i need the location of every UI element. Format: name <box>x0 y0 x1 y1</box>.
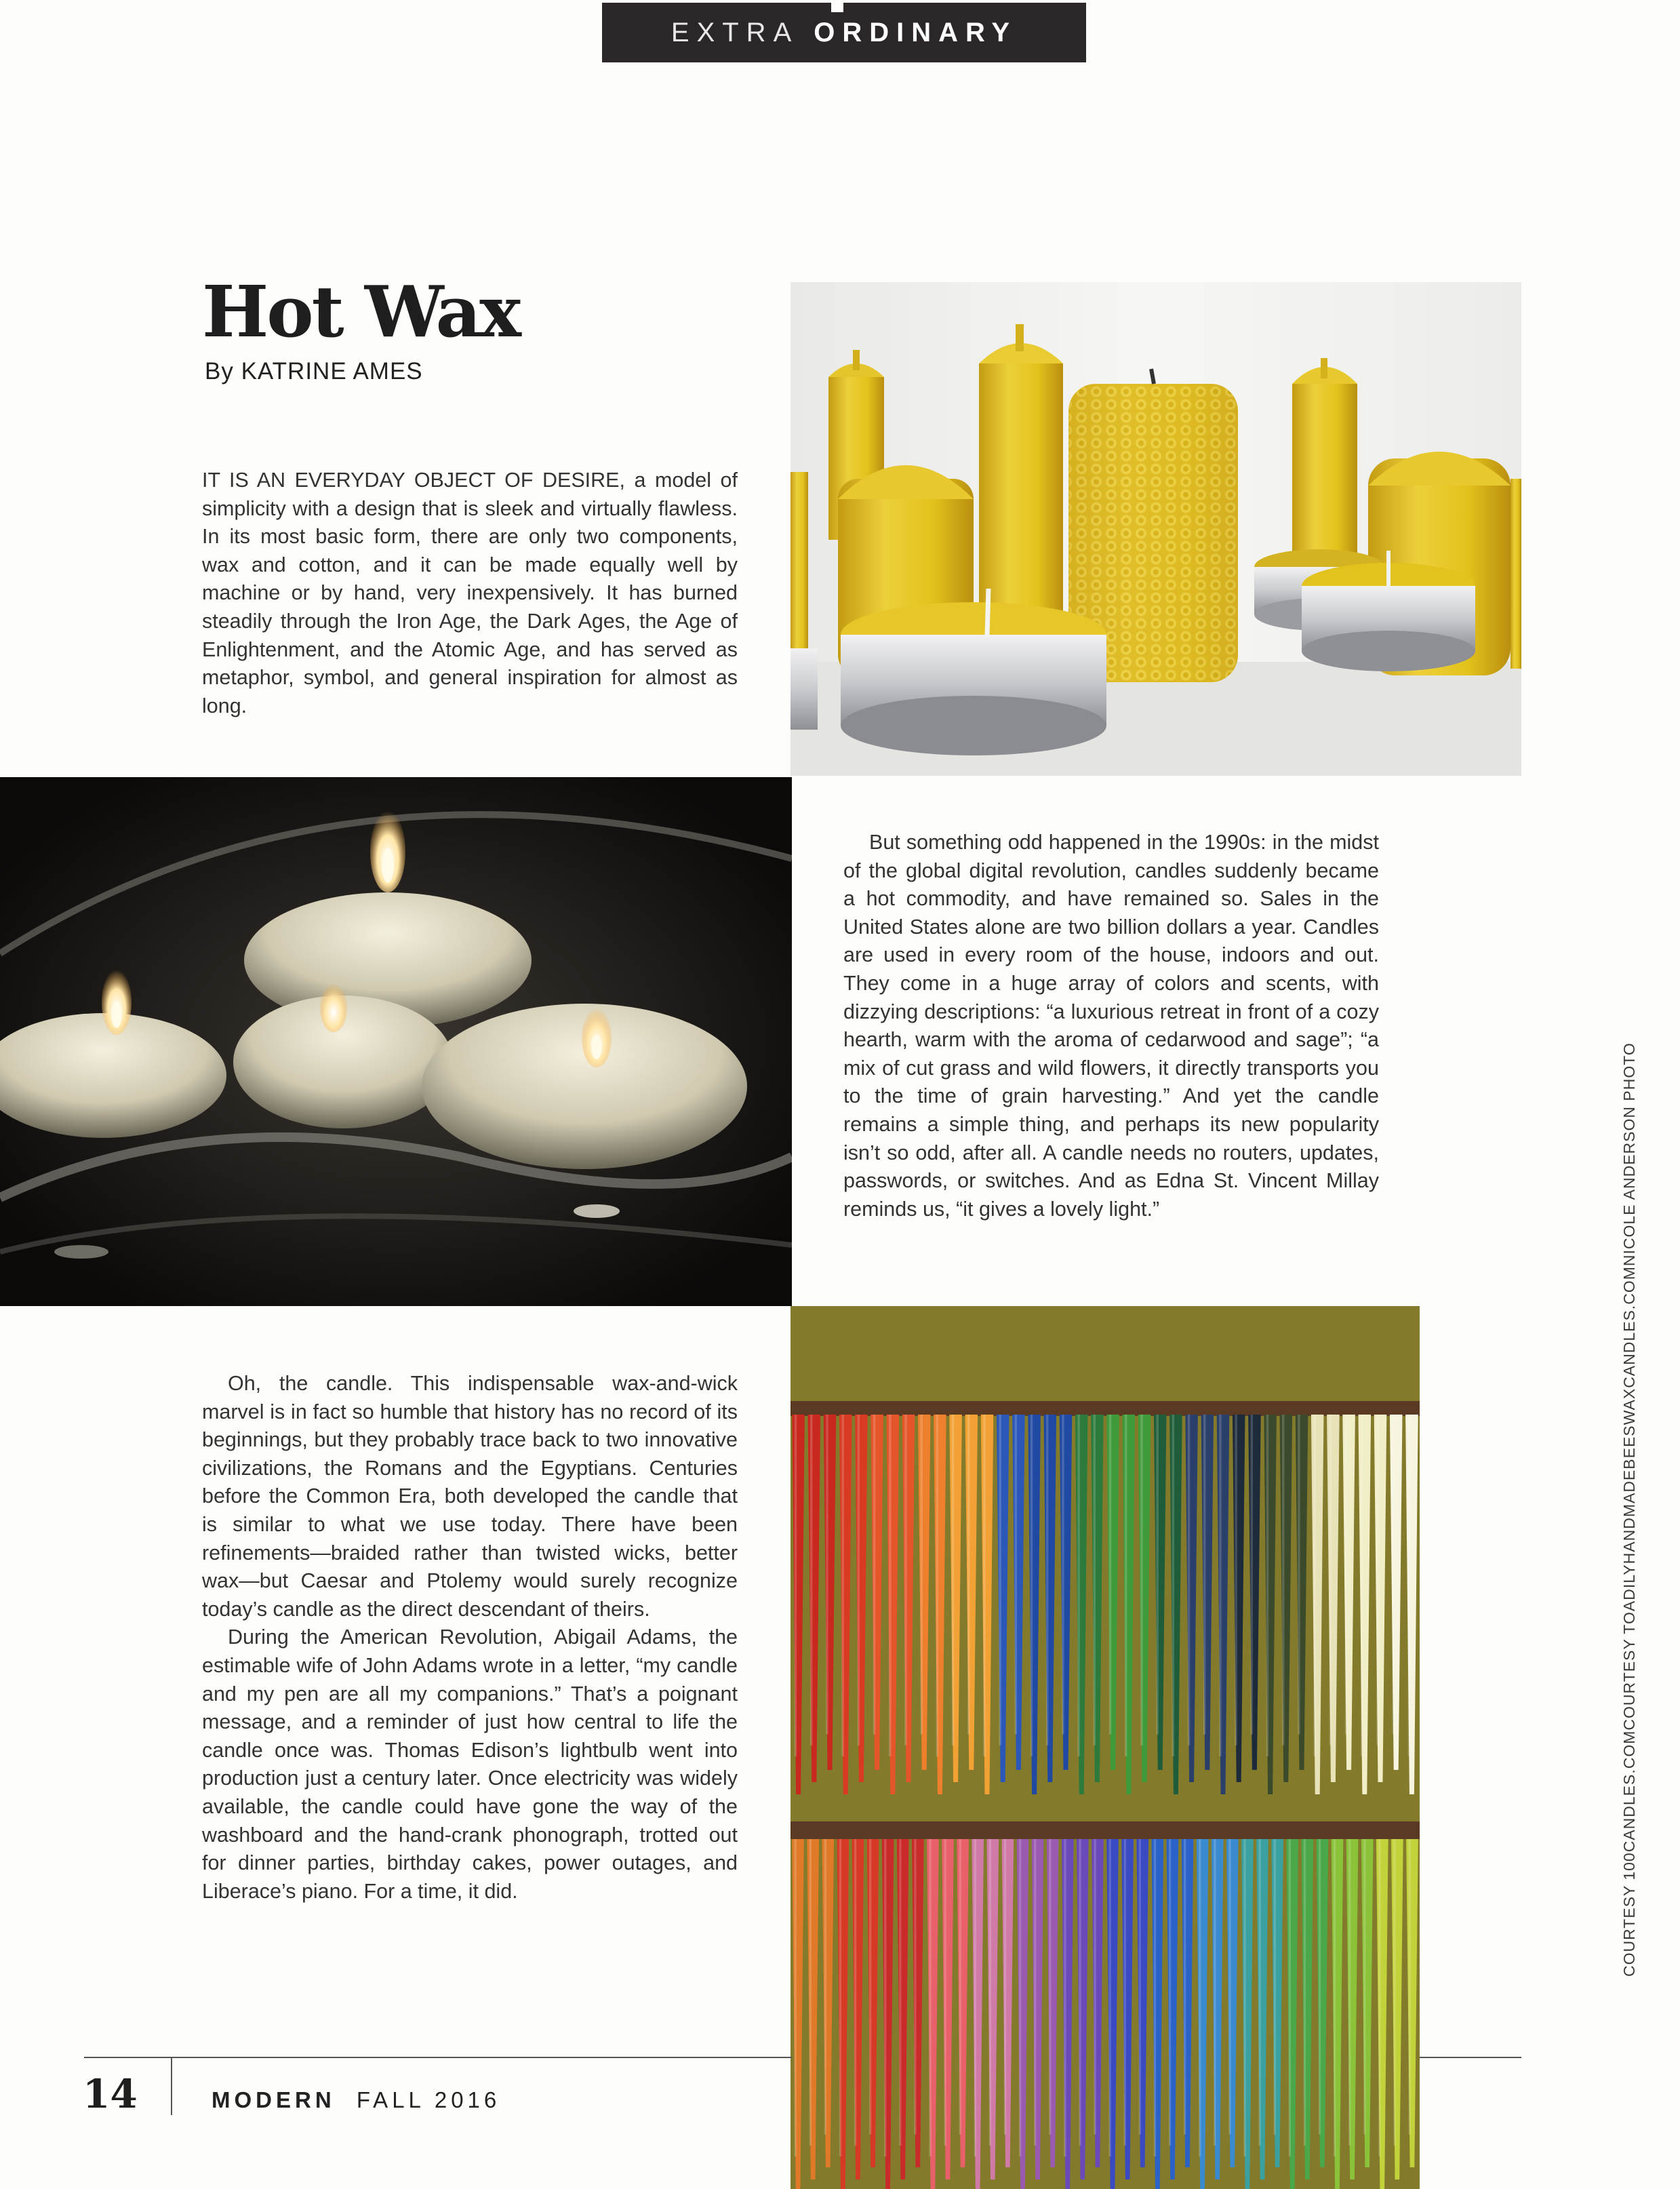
credit-lower: COURTESY 100CANDLES.COM <box>1620 1730 1638 1977</box>
paragraph-intro: IT IS AN EVERYDAY OBJECT OF DESIRE, a model of simplicity with a design that is sleek and virtually flawless. In its most basic form, there are only two components, wax and cotton, and it can be made equally well by machine or by hand, very inexpensively. It has burned steadily through the Iron Age, the Dark Ages, the Age of Enlightenment, and the Atomic Age, and has served as metaphor, symbol, and general inspiration for almost as long. <box>202 469 738 717</box>
column-popularity <box>843 829 1379 1223</box>
paragraph-popularity: But something odd happened in the 1990s: in the midst of the global digital revolution, candles suddenly became a hot commodity, and have remained so. Sales in the United States alone are two billion dollars a year. Candles are used in every room of the house, indoors and out. They come in a huge array of colors and scents, with dizzying descriptions: “a luxurious retreat in front of a cozy hearth, warm with the aroma of cedarwood and sage”; “a mix of cut grass and wild flowers, it directly transports you to the time of grain harvesting.” And yet the candle remains a simple thing, and perhaps its new popularity isn’t so odd, after all. A candle needs no routers, updates, passwords, or switches. And as Edna St. Vincent Millay reminds us, “it gives a lovely light.” <box>843 831 1379 1221</box>
floating-candles-photo <box>0 777 792 1306</box>
issue-date: FALL 2016 <box>356 2087 501 2112</box>
tab-notch <box>831 0 843 12</box>
section-tab <box>602 3 1086 62</box>
beeswax-candles-photo <box>791 282 1521 776</box>
footer-rule-left <box>84 2057 792 2058</box>
credit-middle: COURTESY TOADILYHANDMADEBEESWAXCANDLES.COM <box>1620 1266 1638 1731</box>
taper-candles-photo <box>791 1306 1420 2189</box>
credit-upper: NICOLE ANDERSON PHOTO <box>1620 1042 1638 1267</box>
column-history <box>202 1370 738 1906</box>
footer-rule-right <box>1420 2057 1521 2058</box>
article-title: Hot Wax <box>202 270 520 353</box>
folio <box>212 2087 500 2113</box>
paragraph-adams: During the American Revolution, Abigail Adams, the estimable wife of John Adams wrote in a letter, “my candle and my pen are all my companions.” That’s a poignant message, and a reminder of just how central to life the candle once was. Thomas Edison’s lightbulb went into production just a century later. Once electricity was widely available, the candle could have gone the way of the washboard and the hand-crank phonograph, trotted out for dinner parties, birthday cakes, power outages, and Liberace’s piano. For a time, it did. <box>202 1625 738 1903</box>
page-number: 14 <box>83 2071 138 2117</box>
byline: By KATRINE AMES <box>205 358 423 384</box>
magazine-name: MODERN <box>212 2087 336 2112</box>
section-label-bold: ORDINARY <box>814 17 1018 47</box>
column-intro <box>202 467 738 720</box>
paragraph-history: Oh, the candle. This indispensable wax-and-wick marvel is in fact so humble that history has no record of its beginnings, but they probably trace back to two innovative civilizations, the Romans and the Egyptians. Centuries before the Common Era, both developed the candle that is similar to what we use today. There have been refinements—braided rather than twisted wicks, better wax—but Caesar and Ptolemy would surely recognize today’s candle as the direct descendant of theirs. <box>202 1372 738 1621</box>
section-label-light: EXTRA <box>671 17 799 47</box>
folio-separator <box>171 2057 172 2115</box>
photo-credits <box>1620 1042 1647 1977</box>
